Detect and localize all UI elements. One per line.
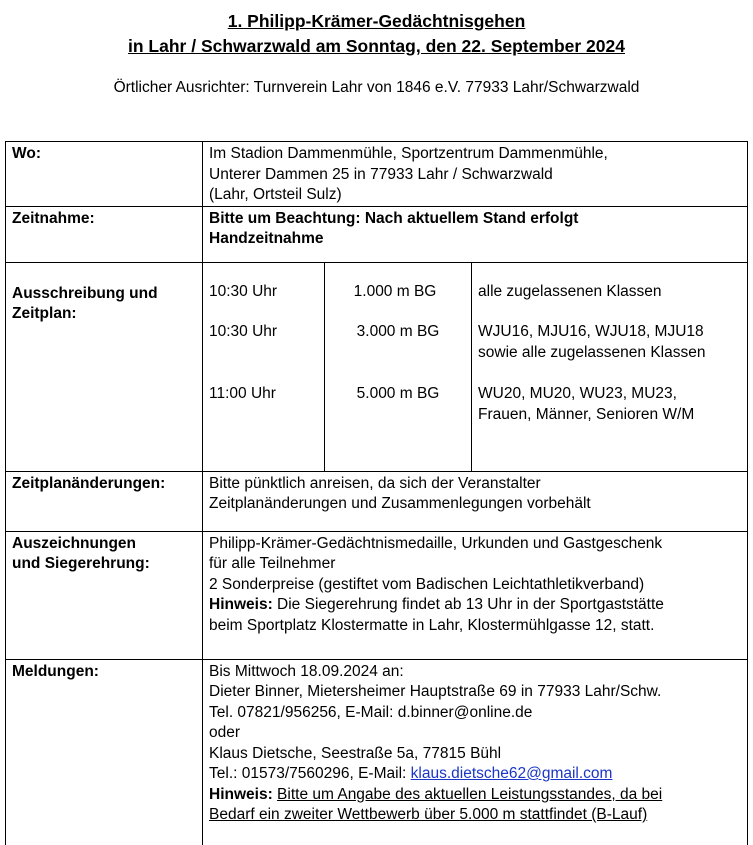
awards-content	[203, 531, 748, 659]
awards-row	[6, 531, 748, 659]
organizer-line: Örtlicher Ausrichter: Turnverein Lahr von 1846 e.V. 77933 Lahr/Schwarzwald	[113, 79, 640, 96]
venue-label: Wo:	[6, 142, 203, 207]
schedule-classes-3b: Frauen, Männer, Senioren W/M	[478, 405, 695, 423]
event-details-table	[5, 141, 748, 845]
schedule-classes-2b: sowie alle zugelassenen Klassen	[478, 343, 706, 361]
timing-line-1: Bitte um Beachtung: Nach aktuellem Stand erfolgt	[209, 209, 579, 227]
timing-row	[6, 206, 748, 262]
schedule-classes	[472, 263, 748, 471]
contact-2-phone-email	[209, 764, 743, 785]
changes-label: Zeitplanänderungen:	[6, 471, 203, 531]
awards-hint-text-1: Die Siegerehrung findet ab 13 Uhr in der Sportgaststätte	[272, 596, 664, 613]
title-line-2: in Lahr / Schwarzwald am Sonntag, den 22. September 2024	[128, 36, 625, 56]
timing-content	[203, 206, 748, 262]
changes-line-1: Bitte pünktlich anreisen, da sich der Veranstalter	[209, 474, 541, 492]
registration-row	[6, 659, 748, 845]
registration-or: oder	[209, 724, 241, 741]
contact-2-address: Klaus Dietsche, Seestraße 5a, 77815 Bühl	[209, 744, 502, 762]
schedule-label-line-1: Ausschreibung und	[12, 284, 158, 302]
registration-hint-label: Hinweis:	[209, 785, 273, 803]
schedule-label	[6, 262, 203, 471]
schedule-table	[203, 263, 747, 471]
contact-1-phone-email: Tel. 07821/956256, E-Mail: d.binner@online.de	[209, 703, 533, 721]
schedule-times	[203, 263, 325, 471]
schedule-time-3: 11:00 Uhr	[209, 384, 276, 402]
schedule-classes-3a: WU20, MU20, WU23, MU23,	[478, 385, 677, 402]
schedule-distance-3: 5.000 m BG	[356, 384, 440, 402]
timing-line-2: Handzeitnahme	[209, 230, 324, 247]
schedule-row	[6, 262, 748, 471]
contact-1-address: Dieter Binner, Mietersheimer Hauptstraße 69 in 77933 Lahr/Schw.	[209, 683, 662, 700]
venue-line-3: (Lahr, Ortsteil Sulz)	[209, 186, 342, 203]
registration-label: Meldungen:	[6, 659, 203, 845]
schedule-time-2: 10:30 Uhr	[209, 323, 278, 340]
contact-2-phone: Tel.: 01573/7560296, E-Mail:	[209, 765, 411, 782]
registration-content	[203, 659, 748, 845]
registration-deadline: Bis Mittwoch 18.09.2024 an:	[209, 662, 404, 680]
schedule-cell	[203, 262, 748, 471]
changes-content	[203, 471, 748, 531]
venue-content	[203, 142, 748, 207]
changes-line-2: Zeitplanänderungen und Zusammenlegungen vorbehält	[209, 495, 591, 512]
contact-2-email-link[interactable]: klaus.dietsche62@gmail.com	[410, 765, 613, 782]
schedule-classes-1: alle zugelassenen Klassen	[478, 282, 662, 300]
awards-label-line-2: und Siegerehrung:	[12, 555, 150, 572]
venue-row	[6, 142, 748, 207]
awards-hint-label: Hinweis:	[209, 596, 273, 613]
registration-hint-line-1	[209, 785, 743, 806]
venue-line-1: Im Stadion Dammenmühle, Sportzentrum Dammenmühle,	[209, 145, 608, 162]
venue-line-2: Unterer Dammen 25 in 77933 Lahr / Schwarzwald	[209, 165, 553, 183]
changes-row	[6, 471, 748, 531]
schedule-label-line-2: Zeitplan:	[12, 305, 77, 322]
registration-hint-text-1: Bitte um Angabe des aktuellen Leistungsstandes, da bei	[277, 785, 663, 803]
awards-hint-line-1	[209, 595, 743, 616]
schedule-time-1: 10:30 Uhr	[209, 282, 278, 300]
title-line-1: 1. Philipp-Krämer-Gedächtnisgehen	[227, 11, 526, 31]
awards-line-3: 2 Sonderpreise (gestiftet vom Badischen Leichtathletikverband)	[209, 575, 645, 593]
schedule-distance-2: 3.000 m BG	[356, 323, 440, 340]
registration-hint-line-2: Bedarf ein zweiter Wettbewerb über 5.000 m stattfindet (B-Lauf)	[209, 806, 648, 823]
awards-label-line-1: Auszeichnungen	[12, 534, 137, 552]
schedule-distances	[325, 263, 472, 471]
awards-line-2: für alle Teilnehmer	[209, 555, 336, 572]
schedule-distance-1: 1.000 m BG	[353, 282, 437, 300]
timing-label: Zeitnahme:	[6, 206, 203, 262]
awards-line-1: Philipp-Krämer-Gedächtnismedaille, Urkunden und Gastgeschenk	[209, 534, 663, 552]
awards-hint-line-2: beim Sportplatz Klostermatte in Lahr, Klostermühlgasse 12, statt.	[209, 616, 655, 634]
schedule-classes-2a: WJU16, MJU16, WJU18, MJU18	[478, 323, 704, 340]
awards-label	[6, 531, 203, 659]
